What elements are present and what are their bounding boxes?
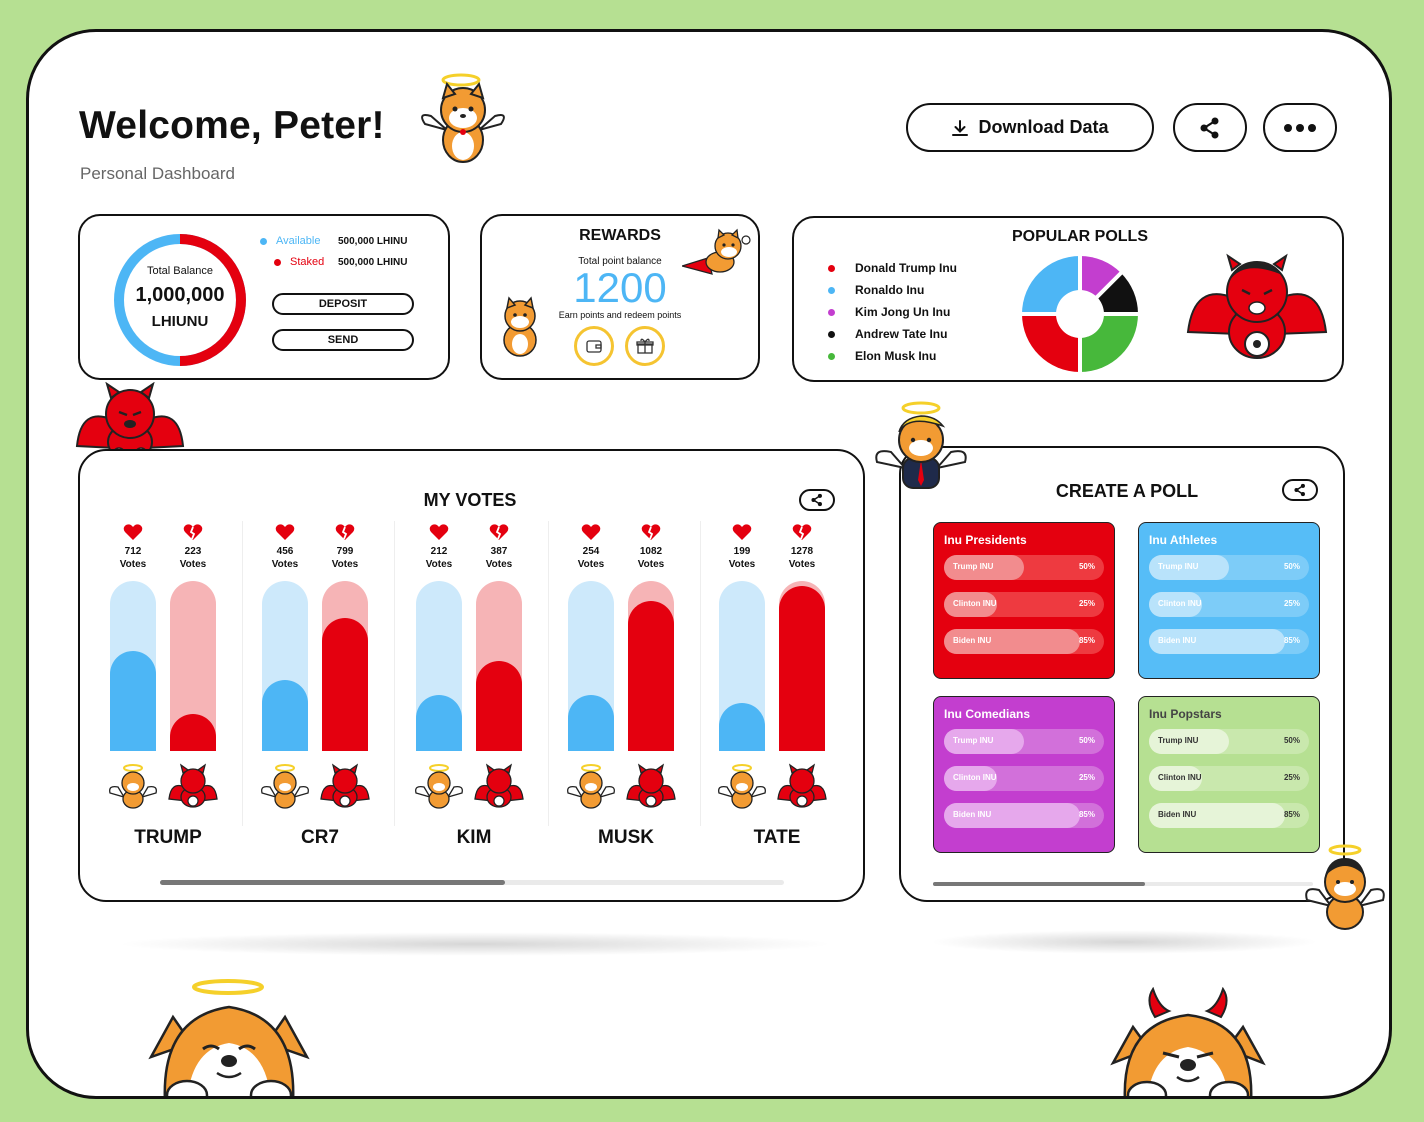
down-vote-bar-fill	[779, 586, 825, 751]
poll-option-label: Biden INU	[1158, 810, 1197, 819]
poll-option[interactable]	[1149, 555, 1309, 580]
devil-avatar-icon	[319, 763, 371, 809]
legend-label: Andrew Tate Inu	[855, 327, 948, 341]
candidate-name: KIM	[456, 827, 492, 848]
available-dot	[260, 238, 267, 245]
staked-dot	[274, 259, 281, 266]
peeking-devil-dog	[1109, 987, 1267, 1099]
poll-option[interactable]	[944, 629, 1104, 654]
up-vote-bar	[719, 581, 765, 751]
devil-avatar-icon	[167, 763, 219, 809]
up-vote-bar-fill	[568, 695, 614, 751]
down-vote-count: 799	[336, 546, 354, 557]
poll-option-percent: 85%	[1283, 810, 1300, 819]
legend-dot	[828, 353, 835, 360]
poll-option[interactable]	[1149, 803, 1309, 828]
share-icon	[1198, 116, 1222, 140]
create-poll-title: CREATE A POLL	[1055, 481, 1199, 501]
column-divider	[242, 521, 243, 826]
up-vote-count: 456	[276, 546, 294, 557]
balance-card	[78, 214, 450, 380]
up-vote-count: 254	[582, 546, 600, 557]
down-vote-stat	[322, 523, 368, 571]
deposit-button[interactable]: DEPOSIT	[272, 293, 414, 315]
column-divider	[700, 521, 701, 826]
votes-scrollbar-track[interactable]	[160, 880, 784, 885]
legend-label: Ronaldo Inu	[855, 283, 925, 297]
poll-option-label: Clinton INU	[1158, 599, 1202, 608]
poll-option-percent: 85%	[1078, 636, 1095, 645]
points-value: 1200	[573, 264, 667, 311]
up-vote-bar-fill	[719, 703, 765, 751]
up-vote-bar	[568, 581, 614, 751]
votes-word: Votes	[728, 559, 756, 570]
poll-option[interactable]	[1149, 766, 1309, 791]
down-vote-bar	[476, 581, 522, 751]
poll-title: Inu Comedians	[944, 707, 1031, 721]
share-button[interactable]	[1173, 103, 1247, 152]
poll-card-shadow	[929, 930, 1319, 954]
balance-amount: 1,000,000	[135, 284, 225, 306]
trump-angel-mascot	[873, 400, 969, 498]
up-vote-count: 199	[733, 546, 751, 557]
heart-icon	[429, 523, 449, 541]
candidate-name: CR7	[300, 827, 339, 848]
up-vote-count: 212	[430, 546, 448, 557]
my-votes-title: MY VOTES	[423, 490, 517, 510]
legend-item	[828, 257, 957, 279]
poll-option-label: Clinton INU	[953, 599, 997, 608]
votes-word: Votes	[119, 559, 147, 570]
column-divider	[548, 521, 549, 826]
angel-avatar-icon	[414, 763, 464, 809]
more-dots-icon	[1283, 123, 1317, 133]
up-vote-bar	[262, 581, 308, 751]
up-vote-bar	[416, 581, 462, 751]
poll-card[interactable]	[933, 696, 1115, 853]
legend-label: Donald Trump Inu	[855, 261, 957, 275]
poll-option[interactable]	[1149, 592, 1309, 617]
poll-option[interactable]	[944, 803, 1104, 828]
down-vote-count: 1278	[790, 546, 814, 557]
down-vote-bar-fill	[628, 601, 674, 751]
poll-title: Inu Popstars	[1149, 707, 1222, 721]
popular-polls-legend	[828, 257, 957, 367]
devil-avatar-icon	[625, 763, 677, 809]
poll-option[interactable]	[944, 592, 1104, 617]
up-vote-bar-fill	[262, 680, 308, 751]
polls-scrollbar-thumb[interactable]	[933, 882, 1145, 886]
down-vote-count: 1082	[639, 546, 663, 557]
up-vote-bar-fill	[110, 651, 156, 751]
poll-card[interactable]	[933, 522, 1115, 679]
up-vote-bar-fill	[416, 695, 462, 751]
poll-option-percent: 50%	[1283, 562, 1300, 571]
poll-title: Inu Athletes	[1149, 533, 1218, 547]
popular-polls-card	[792, 216, 1344, 382]
my-votes-share-button[interactable]	[799, 489, 835, 511]
download-data-label: Download Data	[978, 117, 1109, 137]
legend-dot	[828, 265, 835, 272]
up-vote-count: 712	[124, 546, 142, 557]
polls-scrollbar-track[interactable]	[933, 882, 1313, 886]
column-divider	[394, 521, 395, 826]
poll-option[interactable]	[1149, 629, 1309, 654]
staked-label: Staked	[290, 256, 325, 268]
votes-scrollbar-thumb[interactable]	[160, 880, 505, 885]
rewards-card	[480, 214, 760, 380]
create-poll-share-button[interactable]	[1282, 479, 1318, 501]
broken-heart-icon	[183, 523, 203, 541]
available-row	[260, 235, 407, 247]
poll-option-label: Clinton INU	[1158, 773, 1202, 782]
angel-avatar-icon	[717, 763, 767, 809]
up-vote-stat	[416, 523, 462, 571]
balance-unit: LHIUNU	[151, 313, 209, 330]
legend-item	[828, 345, 957, 367]
popular-polls-title: POPULAR POLLS	[1011, 228, 1148, 245]
rewards-caption: Earn points and redeem points	[558, 310, 682, 320]
heart-icon	[732, 523, 752, 541]
votes-word: Votes	[179, 559, 207, 570]
up-vote-stat	[110, 523, 156, 571]
download-data-button[interactable]	[906, 103, 1154, 152]
poll-option-percent: 85%	[1283, 636, 1300, 645]
down-vote-count: 223	[184, 546, 202, 557]
staked-row	[274, 256, 407, 268]
legend-label: Elon Musk Inu	[855, 349, 937, 363]
poll-option-label: Biden INU	[1158, 636, 1197, 645]
down-vote-bar	[628, 581, 674, 751]
down-vote-bar	[170, 581, 216, 751]
poll-option-percent: 25%	[1283, 773, 1300, 782]
candidate-name: TRUMP	[134, 827, 202, 848]
more-options-button[interactable]	[1263, 103, 1337, 152]
legend-dot	[828, 287, 835, 294]
legend-dot	[828, 309, 835, 316]
poll-option-percent: 50%	[1078, 562, 1095, 571]
poll-option-percent: 25%	[1078, 599, 1095, 608]
poll-option[interactable]	[944, 729, 1104, 754]
votes-word: Votes	[331, 559, 359, 570]
poll-option-percent: 85%	[1078, 810, 1095, 819]
down-vote-count: 387	[490, 546, 508, 557]
legend-label: Kim Jong Un Inu	[855, 305, 951, 319]
poll-option-label: Trump INU	[1158, 736, 1199, 745]
gift-icon	[636, 337, 654, 355]
down-vote-bar	[322, 581, 368, 751]
sitting-dog-mascot	[498, 296, 542, 358]
down-vote-bar	[779, 581, 825, 751]
poll-option[interactable]	[1149, 729, 1309, 754]
up-vote-stat	[568, 523, 614, 571]
rewards-subtitle: Total point balance	[578, 256, 662, 267]
up-vote-stat	[262, 523, 308, 571]
devil-footballer-mascot	[1184, 252, 1330, 362]
angel-avatar-icon	[108, 763, 158, 809]
wallet-redeem-button[interactable]	[574, 326, 614, 366]
heart-icon	[581, 523, 601, 541]
broken-heart-icon	[792, 523, 812, 541]
legend-dot	[828, 331, 835, 338]
votes-word: Votes	[485, 559, 513, 570]
legend-item	[828, 323, 957, 345]
votes-word: Votes	[788, 559, 816, 570]
create-poll-card	[899, 446, 1345, 902]
down-vote-bar-fill	[476, 661, 522, 751]
available-value: 500,000 LHINU	[338, 235, 408, 247]
gift-redeem-button[interactable]	[625, 326, 665, 366]
candidate-name: TATE	[753, 827, 801, 848]
broken-heart-icon	[335, 523, 355, 541]
heart-icon	[275, 523, 295, 541]
votes-word: Votes	[577, 559, 605, 570]
peeking-angel-dog	[147, 977, 313, 1099]
poll-option-label: Biden INU	[953, 636, 992, 645]
poll-option-label: Biden INU	[953, 810, 992, 819]
page-title: Welcome, Peter!	[79, 104, 385, 147]
poll-title: Inu Presidents	[944, 533, 1027, 547]
angel-avatar-icon	[566, 763, 616, 809]
poll-option-label: Clinton INU	[953, 773, 997, 782]
poll-card[interactable]	[1138, 696, 1320, 853]
angel-avatar-icon	[260, 763, 310, 809]
poll-option[interactable]	[944, 766, 1104, 791]
my-votes-card	[78, 449, 865, 902]
heart-icon	[123, 523, 143, 541]
dashboard-frame	[26, 29, 1392, 1099]
up-vote-stat	[719, 523, 765, 571]
send-button[interactable]: SEND	[272, 329, 414, 351]
broken-heart-icon	[489, 523, 509, 541]
legend-item	[828, 279, 957, 301]
poll-option-percent: 25%	[1078, 773, 1095, 782]
votes-word: Votes	[425, 559, 453, 570]
flying-hero-dog-mascot	[682, 228, 752, 282]
broken-heart-icon	[641, 523, 661, 541]
legend-item	[828, 301, 957, 323]
angel-dog-mascot	[417, 72, 509, 168]
kim-angel-mascot	[1303, 842, 1387, 934]
poll-card[interactable]	[1138, 522, 1320, 679]
poll-option-label: Trump INU	[1158, 562, 1199, 571]
down-vote-bar-fill	[322, 618, 368, 751]
devil-avatar-icon	[473, 763, 525, 809]
share-icon	[810, 493, 824, 507]
popular-polls-donut	[1020, 254, 1140, 374]
poll-option-label: Trump INU	[953, 562, 994, 571]
page-subtitle: Personal Dashboard	[80, 164, 235, 183]
up-vote-bar	[110, 581, 156, 751]
votes-word: Votes	[637, 559, 665, 570]
down-vote-stat	[779, 523, 825, 571]
votes-word: Votes	[271, 559, 299, 570]
down-vote-stat	[628, 523, 674, 571]
candidate-name: MUSK	[598, 827, 654, 848]
down-vote-stat	[170, 523, 216, 571]
devil-avatar-icon	[776, 763, 828, 809]
wallet-icon	[585, 337, 603, 355]
balance-label: Total Balance	[146, 265, 214, 277]
down-vote-bar-fill	[170, 714, 216, 751]
votes-card-shadow	[115, 932, 835, 956]
rewards-title: REWARDS	[579, 227, 661, 244]
download-icon	[951, 119, 969, 137]
share-icon	[1293, 483, 1307, 497]
poll-option-percent: 25%	[1283, 599, 1300, 608]
poll-option-percent: 50%	[1283, 736, 1300, 745]
available-label: Available	[276, 235, 321, 247]
poll-option-label: Trump INU	[953, 736, 994, 745]
staked-value: 500,000 LHINU	[338, 256, 408, 268]
poll-option[interactable]	[944, 555, 1104, 580]
poll-option-percent: 50%	[1078, 736, 1095, 745]
down-vote-stat	[476, 523, 522, 571]
